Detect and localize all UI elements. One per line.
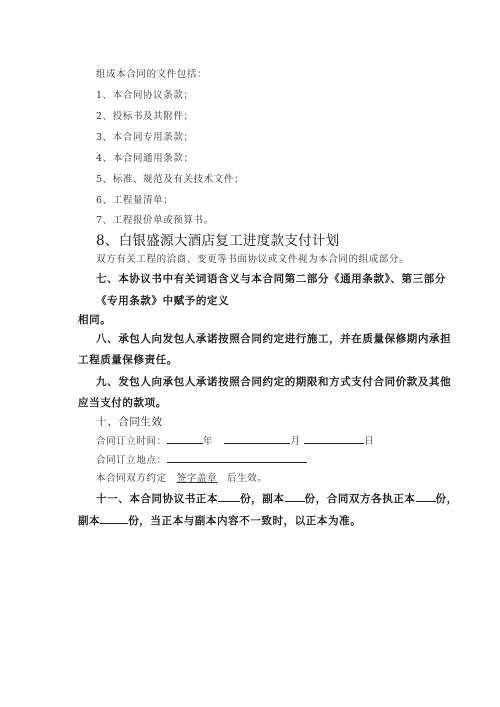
list-item: 4、本合同通用条款； [96, 153, 194, 164]
list-item: 6、工程量清单； [96, 195, 174, 206]
list-item: 7、工程报价单或预算书。 [96, 215, 214, 226]
clause-11-part-e: 副本 [78, 515, 101, 527]
effective-value: 签字盖章 [176, 473, 218, 484]
clause-7-line3: 相同。 [78, 314, 112, 326]
sign-time-row [96, 432, 374, 447]
clause-9-line2: 应当支付的款项。 [78, 397, 167, 409]
clause-11-line1 [96, 490, 458, 506]
copy-count-blank[interactable] [285, 490, 305, 502]
clause-7-line2: 《专用条款》中赋予的定义 [96, 295, 230, 307]
clause-11-line2 [78, 512, 361, 528]
effective-suffix: 后生效。 [227, 473, 268, 484]
clause-11-part-c: 份，合同双方各执正本 [304, 493, 416, 505]
effective-prefix: 本合同双方约定 [96, 473, 167, 484]
list-item: 1、本合同协议条款； [96, 90, 194, 101]
day-label: 日 [364, 436, 375, 447]
each-party-count-blank[interactable] [416, 490, 436, 502]
clause-10-title: 十、合同生效 [96, 416, 163, 428]
sign-place-row [96, 451, 307, 466]
paragraph-negotiation: 双方有关工程的洽商、变更等书面协议或文件视为本合同的组成部分。 [96, 254, 410, 265]
effective-row [96, 470, 268, 484]
clause-7-line1: 七、本协议书中有关词语含义与本合同第二部分《通用条款》、第三部分 [96, 273, 446, 285]
sign-time-label: 合同订立时间： [96, 436, 167, 447]
month-blank[interactable] [224, 432, 290, 444]
year-label: 年 [202, 436, 213, 447]
clause-8-line1: 八、承包人向发包人承诺按照合同约定进行施工，并在质量保修期内承担 [96, 333, 452, 345]
original-count-blank[interactable] [218, 490, 240, 502]
list-item: 5、标准、规范及有关技术文件； [96, 174, 245, 185]
list-item: 3、本合同专用条款； [96, 132, 194, 143]
list-item: 2、投标书及其附件； [96, 111, 194, 122]
month-label: 月 [290, 436, 301, 447]
clause-11-part-b: 份，副本 [240, 493, 285, 505]
section-heading: 8、白银盛源大酒店复工进度款支付计划 [96, 233, 340, 249]
year-blank[interactable] [167, 432, 203, 444]
copy-count-blank-2[interactable] [100, 512, 128, 524]
clause-11-part-f: 份，当正本与副本内容不一致时，以正本为准。 [128, 515, 362, 527]
sign-place-label: 合同订立地点： [96, 455, 167, 466]
clause-9-line1: 九、发包人向承包人承诺按照合同约定的期限和方式支付合同价款及其他 [96, 376, 452, 388]
sign-place-blank[interactable] [167, 451, 307, 463]
intro-text: 组成本合同的文件包括： [96, 69, 208, 80]
clause-11-part-d: 份， [435, 493, 458, 505]
clause-11-part-a: 十一、本合同协议书正本 [96, 493, 219, 505]
day-blank[interactable] [304, 432, 364, 444]
clause-8-line2: 工程质量保修责任。 [78, 354, 178, 366]
